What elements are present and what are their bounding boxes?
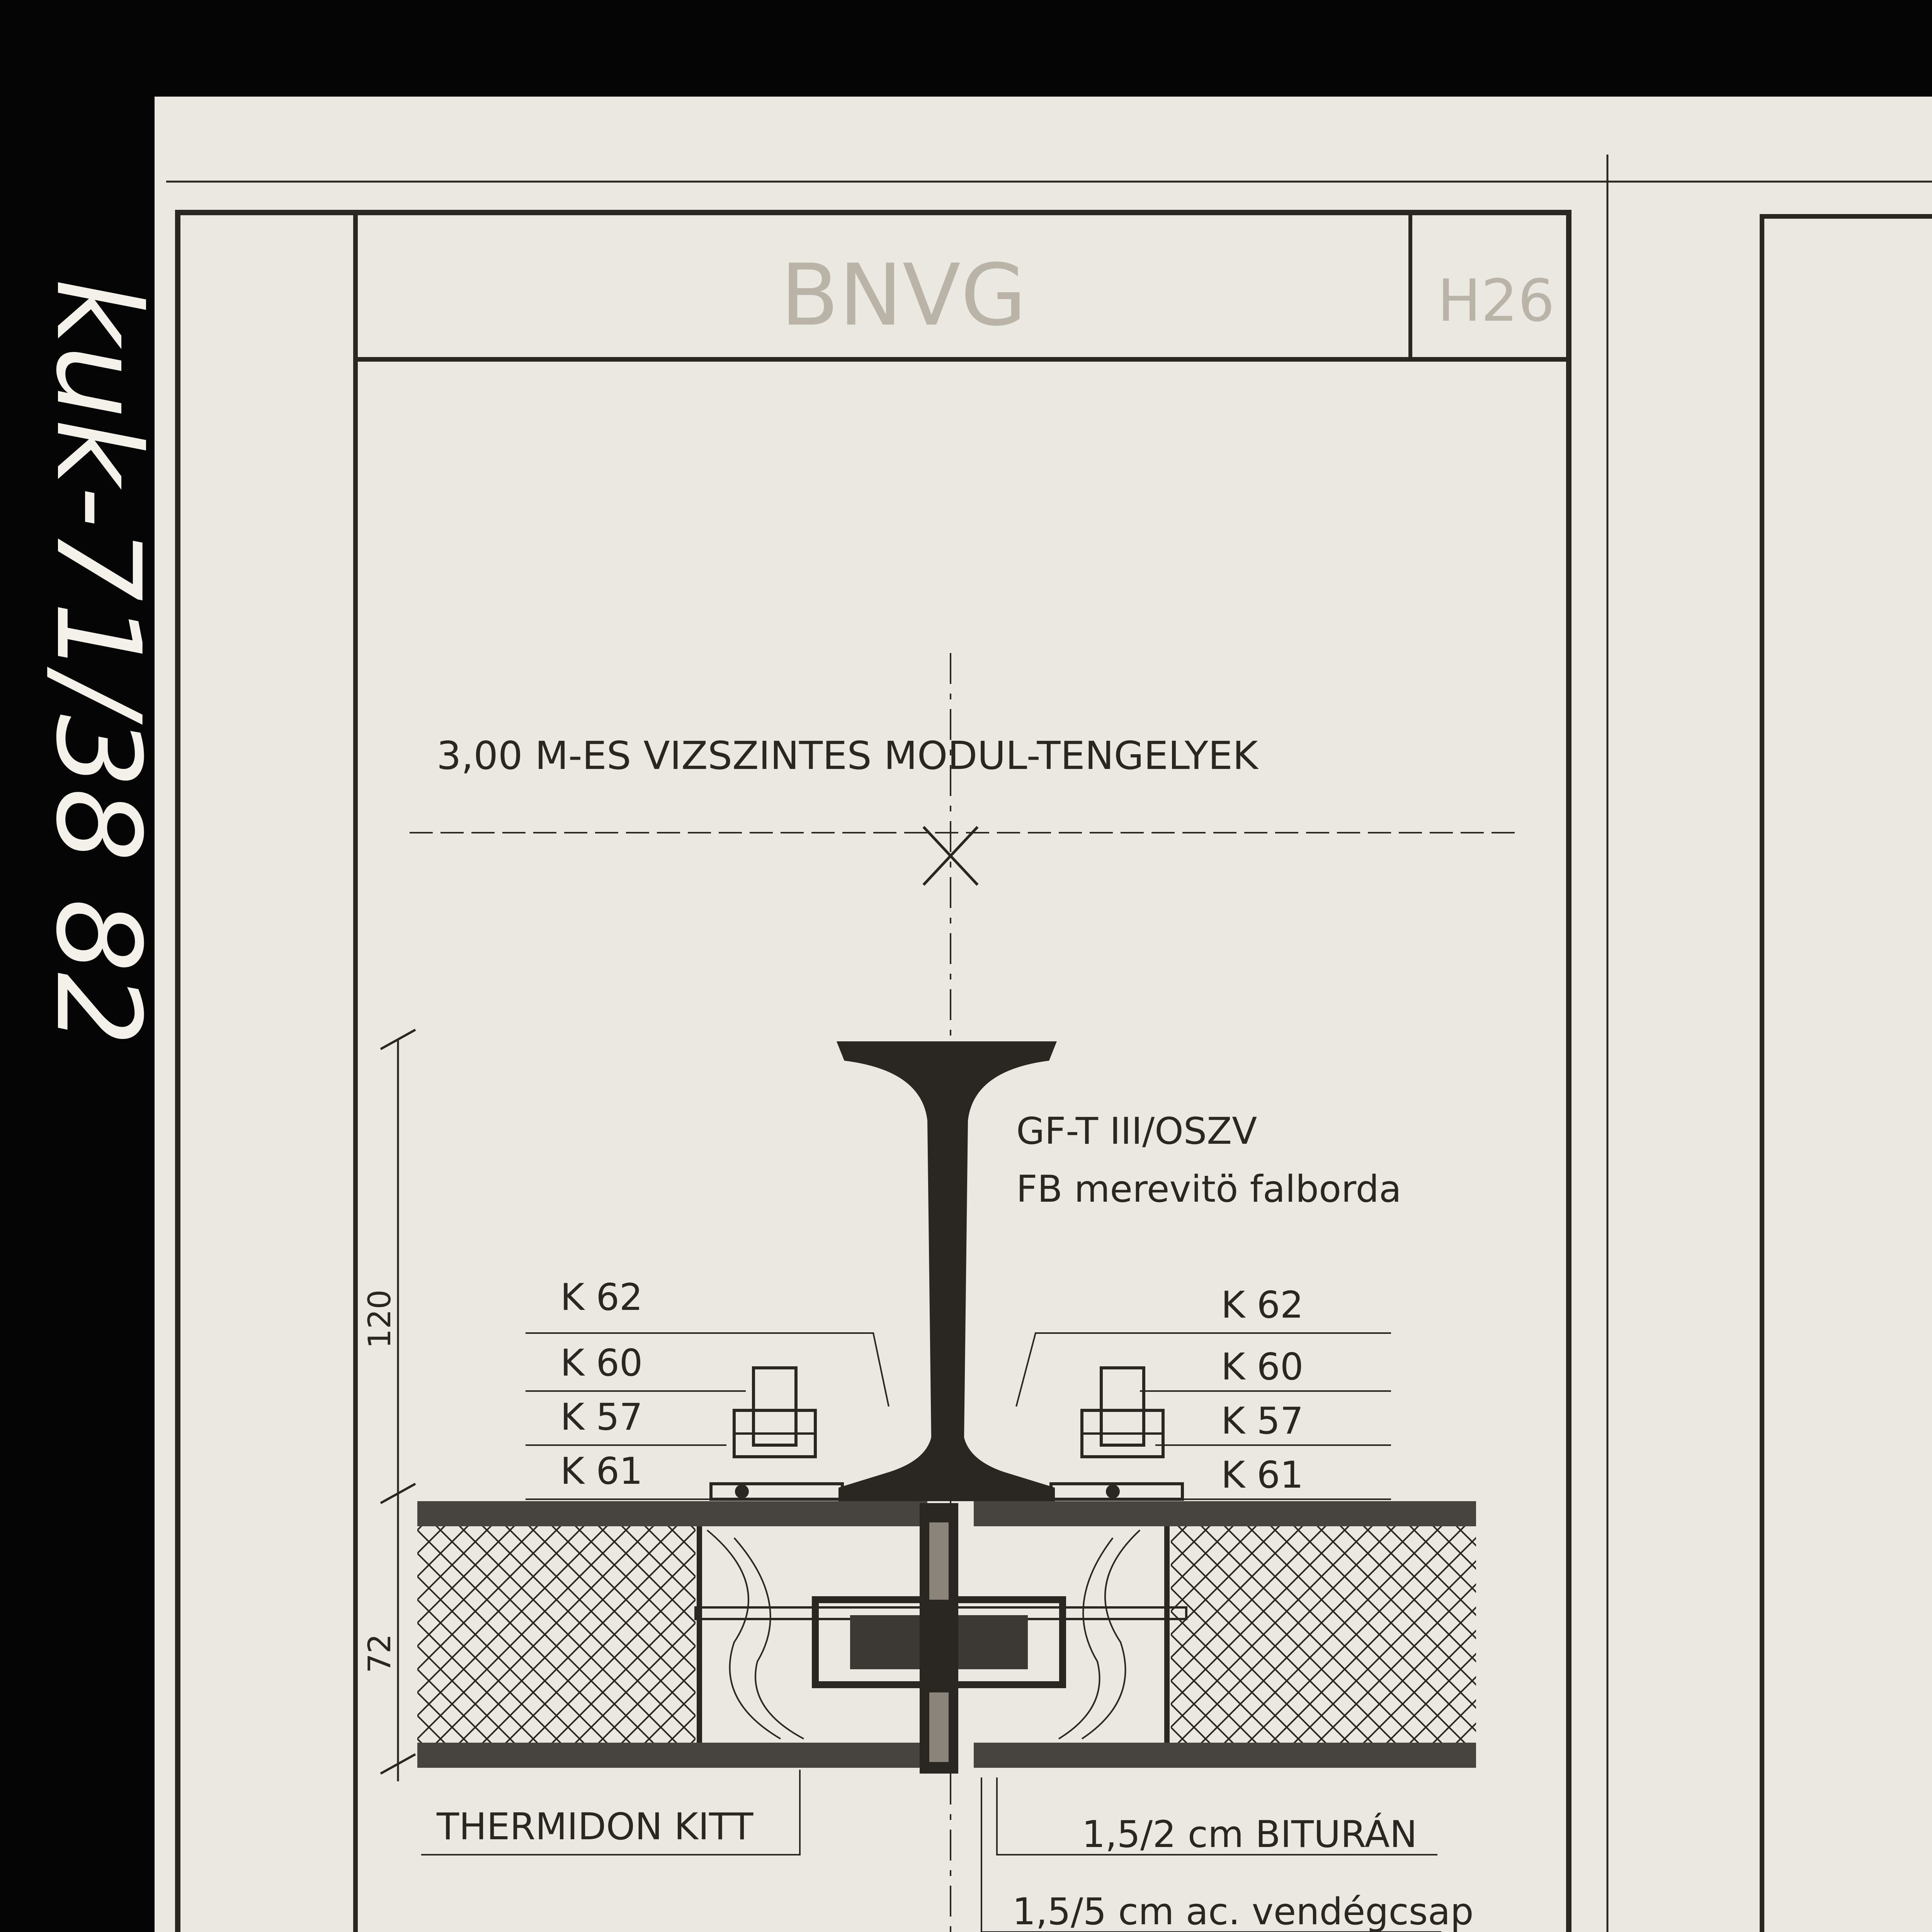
handwritten-film-id: kuk-71/38 82 [31,278,165,1046]
title-block-sheet: H26 [1437,267,1555,335]
left-callout-0: K 62 [560,1276,643,1319]
left-callout-1: K 60 [560,1342,643,1384]
module-axis-label: 3,00 M-ES VIZSZINTES MODUL-TENGELYEK [437,733,1258,778]
right-callout-0: K 62 [1221,1284,1304,1327]
beam-label-line2: FB merevitö falborda [1016,1168,1401,1211]
left-callout-3: K 61 [560,1450,643,1493]
title-block-code: BNVG [781,246,1027,345]
label-thermidon-kitt: THERMIDON KITT [437,1806,753,1848]
left-callout-2: K 57 [560,1396,643,1439]
dim-left-top: 120 [362,1289,398,1349]
beam-label-line1: GF-T III/OSZV [1016,1110,1257,1153]
label-bituran: 1,5/2 cm BITURÁN [1082,1813,1417,1856]
dim-left-panel: 72 [362,1634,398,1673]
right-callout-3: K 61 [1221,1454,1304,1497]
label-vendegcsap: 1,5/5 cm ac. vendégcsap [1012,1891,1474,1932]
right-callout-1: K 60 [1221,1346,1304,1388]
right-callout-2: K 57 [1221,1400,1304,1442]
